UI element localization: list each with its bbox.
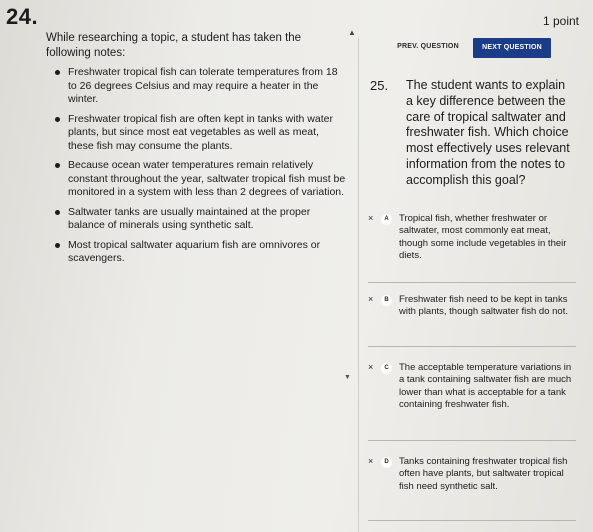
notes-list xyxy=(54,66,346,272)
note-item: Saltwater tanks are usually maintained at the proper balance of minerals using synthetic salt. xyxy=(54,206,346,233)
choice-separator xyxy=(368,440,576,441)
prev-question-button[interactable]: PREV. QUESTION xyxy=(397,43,459,50)
choice-letter: A xyxy=(381,214,392,225)
choice-text: Tropical fish, whether freshwater or saltwater, most commonly eat meat, though some include vegetables in their diets. xyxy=(399,213,567,261)
caret-up-icon[interactable]: ▲ xyxy=(348,28,356,37)
prompt-text: The student wants to explain a key difference between the care of tropical saltwater and freshwater fish. Which choice most effectively uses relevant information from the notes to accomplish this goal? xyxy=(406,78,570,187)
choice-separator xyxy=(368,282,576,283)
note-item: Because ocean water temperatures remain relatively constant throughout the year, saltwater tropical fish must be monitored in a system with less than 2 degrees of variation. xyxy=(54,159,346,200)
question-number: 24. xyxy=(6,4,39,29)
choice-letter: D xyxy=(381,457,392,468)
choice-text: The acceptable temperature variations in a tank containing saltwater fish are much lower than what is acceptable for a tank containing freshwater fish. xyxy=(399,362,572,410)
choice-text: Freshwater fish need to be kept in tanks with plants, though saltwater fish do not. xyxy=(399,294,568,318)
note-item: Freshwater tropical fish can tolerate temperatures from 18 to 26 degrees Celsius and may require a heater in the winter. xyxy=(54,66,346,107)
next-question-button[interactable]: NEXT QUESTION xyxy=(473,38,551,58)
caret-down-icon[interactable]: ▼ xyxy=(344,374,351,381)
column-divider xyxy=(358,38,359,532)
cross-out-icon[interactable]: × xyxy=(368,294,374,304)
cross-out-icon[interactable]: × xyxy=(368,362,374,372)
cross-out-icon[interactable]: × xyxy=(368,456,374,466)
choice-letter: B xyxy=(381,295,392,306)
prompt-number: 25. xyxy=(370,78,389,93)
choice-separator xyxy=(368,520,576,521)
note-item: Most tropical saltwater aquarium fish are omnivores or scavengers. xyxy=(54,239,346,266)
choice-text: Tanks containing freshwater tropical fish often have plants, but saltwater tropical fish need synthetic salt. xyxy=(399,456,568,492)
choice-letter: C xyxy=(381,363,392,374)
notes-intro: While researching a topic, a student has taken the following notes: xyxy=(46,32,302,59)
points-label: 1 point xyxy=(542,14,579,28)
choice-separator xyxy=(368,346,576,347)
cross-out-icon[interactable]: × xyxy=(368,213,374,223)
note-item: Freshwater tropical fish are often kept in tanks with water plants, but since most eat vegetables as well as meat, these fish may consume the plants. xyxy=(54,113,346,154)
